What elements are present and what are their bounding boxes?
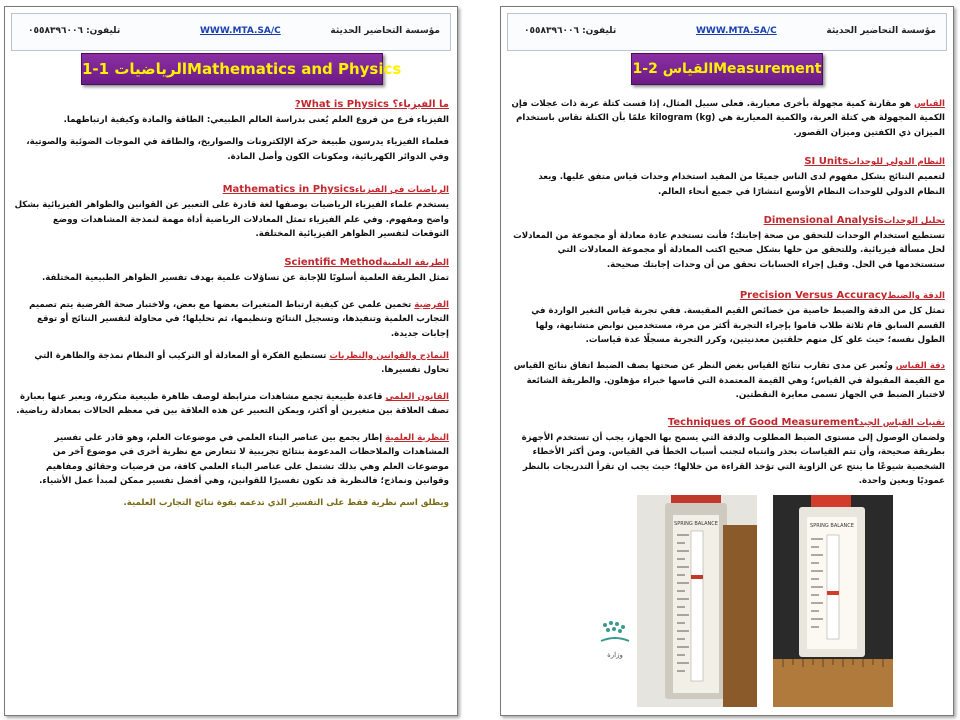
right-content (509, 97, 945, 496)
theory-paragraph: النظرية العلمية إطار يجمع بين عناصر البناء العلمي في موضوعات العلم، وهو قادر على تفسير المشاهدات والملاحظات المدعومة بنتائج تجريبية لا تتعارض مع نظرية أخرى في موضوع آخر من موضوعات العلم وهي بذلك تشتمل على عناصر البناء العلمي كافة، من فرضيات وحقائق ومفاهيم وقوانين ونماذج؛ فالنظرية قد تكون تفسيرًا للقوانين، وهي أفضل تفسير ممكن لمبدأ عمل الأشياء. (39, 432, 449, 486)
header-phone: تليفون: ٠٥٥٨٣٩٦٠٠٦ (28, 26, 121, 36)
section-title: 1-2 القياسMeasurement (631, 53, 823, 85)
models-paragraph: النماذج والقوانين والنظريات تستطيع الفكرة أو المعادلة أو التركيب أو النظام نمذجة والظاهرة التي تحاول تفسيرها. (34, 351, 449, 376)
paragraph: فعلماء الفيزياء يدرسون طبيعة حركة الإلكترونات والصواريخ، والطاقة في الموجات الضوئية والصوتية، وفي الدوائر الكهربائية، ومكونات الكون وأصل المادة. (26, 137, 449, 162)
heading-what-is-physics: ما الفيزياء؟ What is Physics? (294, 99, 449, 110)
heading-mathematics-in-physics: الرياضيات في الفيزياءMathematics in Physics (222, 184, 449, 196)
spring-balance-photo-2 (773, 495, 893, 707)
header-url-link[interactable]: WWW.MTA.SA/C (200, 26, 281, 36)
svg-text:SPRING BALANCE: SPRING BALANCE (810, 523, 854, 529)
header-phone: تليفون: ٠٥٥٨٣٩٦٠٠٦ (524, 26, 617, 36)
spring-balance-photos (597, 495, 927, 707)
header-url-link[interactable]: WWW.MTA.SA/C (696, 26, 777, 36)
page-header (11, 13, 451, 51)
paragraph: لتعميم النتائج بشكل مفهوم لدى الناس جميعًا من المفيد استخدام وحدات قياس متفق عليها. ويعد النظام الدولي للوحدات النظام الأوسع انتشارًا في جميع أنحاء العالم. (538, 172, 945, 197)
spring-balance-photo-1 (637, 495, 757, 707)
heading-good-measurement: تقنيات القياس الجيدTechniques of Good Measurement (667, 416, 945, 428)
left-content (13, 97, 449, 519)
svg-text:وزارة: وزارة (607, 651, 623, 659)
paragraph: يستخدم علماء الفيزياء الرياضيات بوصفها لغة قادرة على التعبير عن القوانين والظواهر الفيزيائية بشكل واضح ومفهوم. وفي علم الفيزياء تمثل المعادلات الرياضية أداة مهمة لنمذجة المشاهدات ووضع التوقعات لتفسير الظواهر الفيزيائية المختلفة. (14, 200, 449, 240)
left-page (4, 6, 458, 716)
svg-text:SPRING BALANCE: SPRING BALANCE (674, 521, 718, 527)
paragraph: الفيزياء فرع من فروع العلم يُعنى بدراسة العالم الطبيعي: الطاقة والمادة وكيفية ارتباطهما. (63, 115, 449, 125)
paragraph: تمثل كل من الدقة والضبط خاصية من خصائص القيم المقيسة. ففي تجربة قياس التغير الواردة في القسم السابق قام ثلاثة طلاب قاموا بإجراء التجربة أكثر من مرة، مستخدمين نوابض متشابهة، ولها الطول نفسه؛ حيث علق كل منهم حلقتين معدنيتين، وكرر التجربة مسجلًا عدة قياسات. (531, 306, 945, 346)
header-org: مؤسسة التحاضير الحديثة (330, 26, 440, 36)
heading-dimensional-analysis: تحليل الوحداتDimensional Analysis (763, 215, 945, 227)
page-header (507, 13, 947, 51)
closing-note: ويطلق اسم نظرية فقط على التفسير الذي تدعمه بقوة نتائج التجارب العلمية. (123, 498, 449, 509)
paragraph: ولضمان الوصول إلى مستوى الضبط المطلوب والدقة التي يسمح بها الجهاز، يجب أن تستخدم الأجهزة بطريقة صحيحة، وأن تتم القياسات بحذر وانتباه لتجنب أسباب الخطأ في القياس. ومن أكثر الأخطاء الشخصية شيوعًا ما ينتج عن الزاوية التي تؤخذ القراءة من خلالها؛ حيث يجب ان تقرأ التدريجات بالنظر عموديًا وبعين واحدة. (521, 432, 945, 486)
paragraph: تمثل الطريقة العلمية أسلوبًا للإجابة عن تساؤلات علمية بهدف تفسير الظواهر الطبيعية المختلفة. (42, 273, 449, 284)
hypothesis-paragraph: الفرضية تخمين علمي عن كيفية ارتباط المتغيرات بعضها مع بعض، ولاختبار صحة الفرضية يتم تصميم التجارب العلمية وتنفيذها، وتسجيل النتائج وتنظيمها، ثم تحليلها؛ في محاولة لتفسير النتائج أو توقع إجابات جديدة. (29, 299, 449, 339)
header-org: مؤسسة التحاضير الحديثة (826, 26, 936, 36)
heading-scientific-method: الطريقة العلميةScientific Method (284, 257, 449, 269)
law-paragraph: القانون العلمي قاعدة طبيعية تجمع مشاهدات مترابطة لوصف ظاهرة طبيعية متكررة، ويعبر عنها بعبارة تصف العلاقة بين متغيرين أو أكثر، ويمكن التعبير عن هذه العلاقة بين في معظم الحالات بمعادلة رياضية. (16, 391, 449, 417)
paragraph: تستطيع استخدام الوحدات للتحقق من صحة إجابتك؛ فأنت تستخدم عادة معادلة أو مجموعة من المعادلات لحل مسألة فيزيائية. وللتحقق من حلها بشكل صحيح اكتب المعادلة أو مجموعة المعادلات التي ستستخدمها في الحل. وقبل إجراء الحسابات تحقق من أن وحدات إجابتك صحيحة. (513, 231, 945, 270)
measurement-paragraph: القياس هو مقارنة كمية مجهولة بأخرى معيارية. فعلى سبيل المثال، إذا قست كتلة عربة ذات عجلات فإن الكمية المجهولة هي كتلة العربة، والكمية المعيارية هي kilogram (kg) علمًا بأن الكتلة تقاس باستخدام الميزان ذي الكفتين وميزان القصور. (511, 99, 945, 138)
heading-precision-accuracy: الدقة والضبطPrecision Versus Accuracy (739, 290, 945, 302)
precision-paragraph: دقة القياس وتُعبر عن مدى تقارب نتائج القياس بغض النظر عن صحتها بصف الضبط اتفاق نتائج القياس مع القيمة المقبولة في القياس؛ وهي القيمة المعتمدة التي قاسها خبراء مؤهلون. والطريقة الشائعة لاختبار الضبط في الجهاز تسمى معايرة النقطتين. (513, 361, 945, 401)
section-title: 1-1 الرياضياتMathematics and Physics (81, 53, 383, 85)
right-page (500, 6, 954, 716)
heading-si-units: النظام الدولي للوحداتSI Units (804, 156, 945, 168)
ministry-logo-icon (597, 615, 633, 665)
